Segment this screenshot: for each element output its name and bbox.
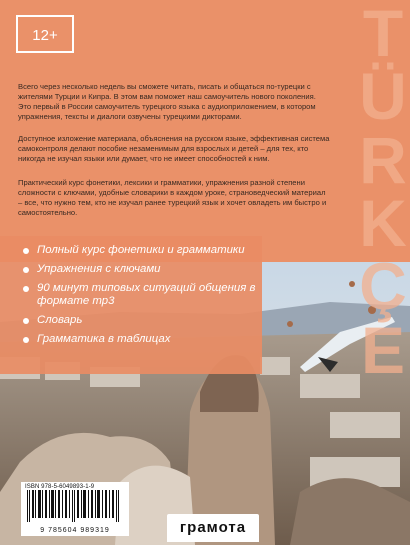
title-letter: E	[360, 312, 406, 387]
title-letter: Ç	[359, 249, 407, 324]
barcode-digits: 9 785604 989319	[40, 527, 110, 534]
feature-item	[0, 314, 262, 327]
publisher-logo: грамота	[167, 514, 259, 542]
description-paragraph: Практический курс фонетики, лексики и грамматики, упражнения разной степени сложности с ключами, удобные словарики в каждом уроке, страноведческий материал – все, что нужно тем, кто не изучал ранее турецкий язык и хочет овладеть им быстро и самостоятельно.	[18, 178, 327, 217]
feature-item	[0, 282, 262, 308]
bullet-icon	[23, 286, 29, 292]
feature-text: Словарь	[37, 314, 83, 326]
title-letter: T	[362, 0, 404, 70]
barcode-icon	[25, 490, 125, 522]
description-paragraph: Всего через несколько недель вы сможете читать, писать и общаться по-турецки с жителями Турции и Кипра. В этом вам поможет наш самоучитель нового поколения. Это первый в России самоучитель турецкого языка с аудиоприложением, в котором упражнения, тексты и диалоги озвучены турецкими дикторами.	[18, 82, 316, 121]
features-panel	[0, 236, 262, 374]
feature-text: Упражнения с ключами	[37, 263, 161, 275]
age-rating-badge: 12+	[16, 15, 74, 53]
title-letter: R	[359, 122, 407, 197]
description-paragraph: Доступное изложение материала, объяснения на русском языке, эффективная система самоконтроля делают пособие незаменимым для взрослых и детей – для тех, кто никогда не изучал языки или думает, что не имеет способностей к ним.	[18, 134, 330, 163]
isbn-barcode-block	[21, 482, 129, 536]
title-letter: K	[359, 186, 407, 261]
feature-text: Полный курс фонетики и грамматики	[37, 244, 245, 256]
feature-text: 90 минут типовых ситуаций общения в формате mp3	[37, 282, 256, 307]
feature-text: Грамматика в таблицах	[37, 333, 171, 345]
feature-item	[0, 244, 262, 257]
features-list	[0, 236, 262, 346]
vertical-title	[348, 2, 410, 472]
feature-item	[0, 333, 262, 346]
bullet-icon	[23, 267, 29, 273]
title-letter: Ü	[359, 59, 407, 134]
feature-item	[0, 263, 262, 276]
bullet-icon	[23, 337, 29, 343]
bullet-icon	[23, 318, 29, 324]
isbn-label: ISBN 978-5-6049893-1-9	[25, 484, 95, 490]
bullet-icon	[23, 248, 29, 254]
